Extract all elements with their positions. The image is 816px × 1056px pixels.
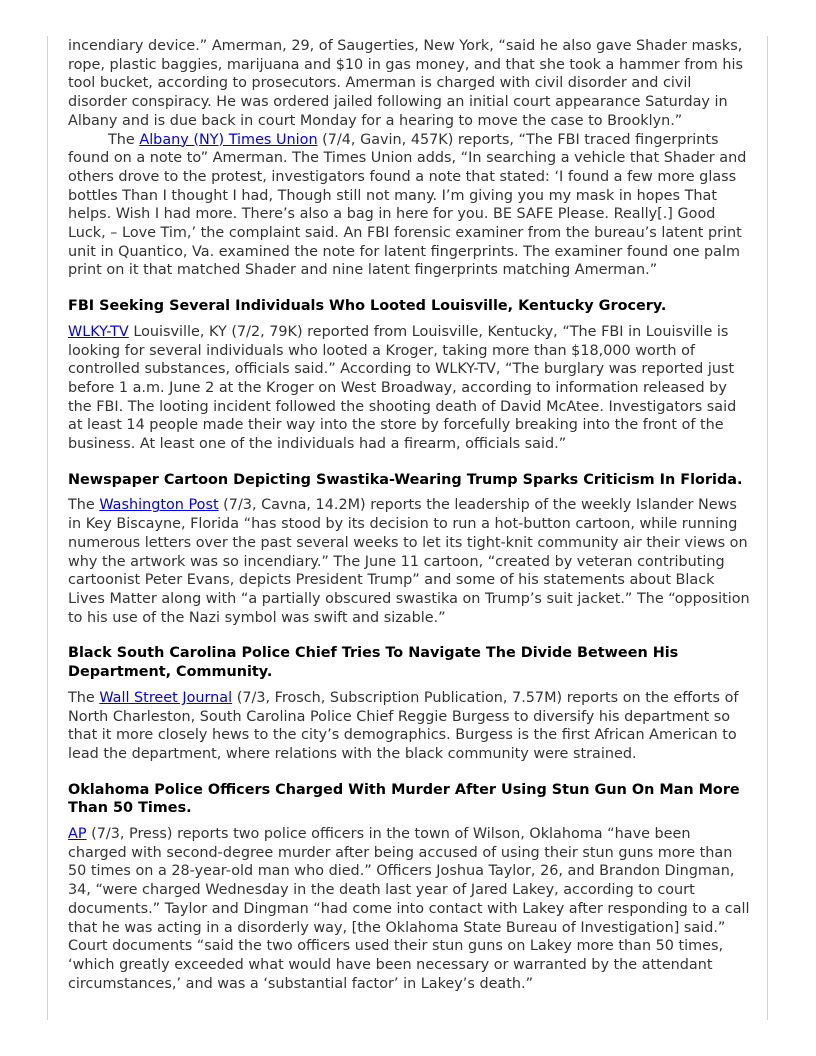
article-body-oklahoma [68, 825, 750, 993]
article-body-cartoon [68, 496, 750, 627]
article-headline-louisville: FBI Seeking Several Individuals Who Looted Louisville, Kentucky Grocery. [68, 298, 667, 315]
paragraph-prefix: The [108, 131, 140, 148]
source-link-washington-post[interactable]: Washington Post [99, 497, 219, 514]
article-body-police-chief [68, 689, 750, 764]
source-link-wall-street-journal[interactable]: Wall Street Journal [99, 689, 233, 706]
article-headline-oklahoma: Oklahoma Police Officers Charged With Murder After Using Stun Gun On Man More Than 50 Times. [68, 781, 740, 817]
paragraph-body: (7/4, Gavin, 457K) reports, “The FBI traced fingerprints found on a note to” Amerman. The Times Union adds, “In searching a vehicle that Shader and others drove to the protest, investigators found a note that stated: ‘I found a few more glass bottles Than I thought I had, Though still not many. I’m giving you my mask in hopes That helps. Wish I had more. There’s also a bag in here for you. BE SAFE Please. Really[.] Good Luck, – Love Tim,’ the complaint said. An FBI forensic examiner from the bureau’s latent print unit in Quantico, Va. examined the note for latent fingerprints. The examiner found one palm print on it that matched Shader and nine latent fingerprints matching Amerman.” [68, 131, 747, 279]
article-prefix: The [68, 497, 100, 514]
article-body-louisville [68, 323, 750, 454]
source-link-ap[interactable]: AP [68, 826, 87, 843]
source-link-wlky-tv[interactable]: WLKY-TV [68, 323, 129, 340]
document-body [68, 37, 750, 993]
intro-paragraph-continued: incendiary device.” Amerman, 29, of Saugerties, New York, “said he also gave Shader masks, rope, plastic baggies, marijuana and $10 in gas money, and that she took a hammer from his tool bucket, according to prosecutors. Amerman is charged with civil disorder and civil disorder conspiracy. He was ordered jailed following an initial court appearance Saturday in Albany and is due back in court Monday for a hearing to move the case to Brooklyn.” [68, 38, 743, 129]
source-link-albany-times-union[interactable]: Albany (NY) Times Union [139, 131, 318, 148]
right-margin-rule [767, 36, 768, 1020]
article-headline-cartoon: Newspaper Cartoon Depicting Swastika-Wearing Trump Sparks Criticism In Florida. [68, 471, 743, 488]
article-text: (7/3, Frosch, Subscription Publication, 7.57M) reports on the efforts of North Charleston, South Carolina Police Chief Reggie Burgess to diversify his department so that it more closely hews to the city’s demographics. Burgess is the first African American to lead the department, where relations with the black community were strained. [68, 689, 739, 762]
article-text: (7/3, Press) reports two police officers in the town of Wilson, Oklahoma “have been charged with second-degree murder after being accused of using their stun guns more than 50 times on a 28-year-old man who died.” Officers Joshua Taylor, 26, and Brandon Dingman, 34, “were charged Wednesday in the death last year of Jared Lakey, according to court documents.” Taylor and Dingman “had come into contact with Lakey after responding to a call that he was acting in a disorderly way, [the Oklahoma State Bureau of Investigation] said.” Court documents “said the two officers used their stun guns on Lakey more than 50 times, ‘which greatly exceeded what would have been necessary or warranted by the attendant circumstances,’ and was a ‘substantial factor’ in Lakey’s death.” [68, 826, 750, 992]
article-text: (7/3, Cavna, 14.2M) reports the leadership of the weekly Islander News in Key Biscayne, Florida “has stood by its decision to run a hot-button cartoon, while running numerous letters over the past several weeks to let its tight-knit community air their views on why the artwork was so incendiary.” The June 11 cartoon, “created by veteran contributing cartoonist Peter Evans, depicts President Trump” and some of his statements about Black Lives Matter along with “a partially obscured swastika on Trump’s suit jacket.” The “opposition to his use of the Nazi symbol was swift and sizable.” [68, 497, 750, 626]
left-margin-rule [47, 36, 48, 1020]
article-headline-police-chief: Black South Carolina Police Chief Tries To Navigate The Divide Between His Department, Community. [68, 645, 679, 681]
article-text: Louisville, KY (7/2, 79K) reported from Louisville, Kentucky, “The FBI in Louisville is looking for several individuals who looted a Kroger, taking more than $18,000 worth of controlled substances, officials said.” According to WLKY-TV, “The burglary was reported just before 1 a.m. June 2 at the Kroger on West Broadway, according to information released by the FBI. The looting incident followed the shooting death of David McAtee. Investigators said at least 14 people made their way into the store by forcefully breaking into the front of the business. At least one of the individuals had a firearm, officials said.” [68, 323, 737, 453]
article-prefix: The [68, 689, 100, 706]
intro-paragraph-times-union [68, 131, 750, 281]
